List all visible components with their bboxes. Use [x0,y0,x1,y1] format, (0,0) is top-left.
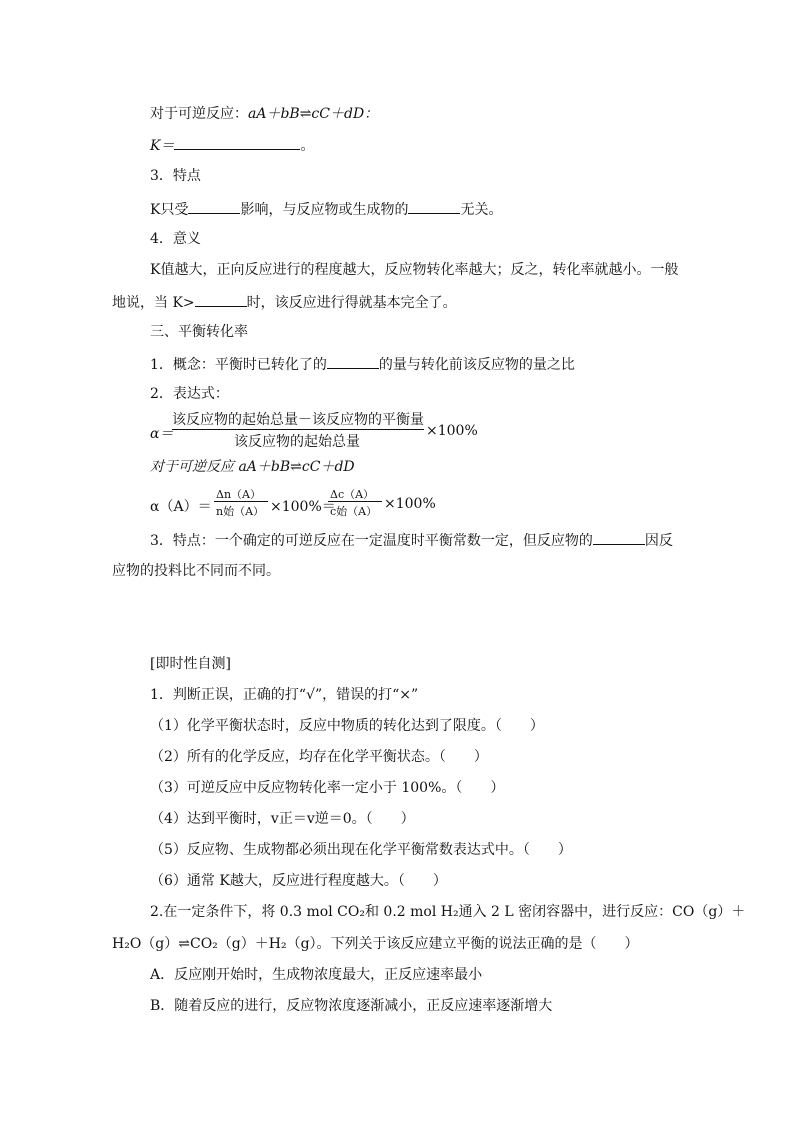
option-b: B．随着反应的进行，反应物浓度逐渐减小，正反应速率逐渐增大 [150,998,553,1014]
k-end: 。 [300,138,315,154]
fill-blank [408,200,460,214]
conversion-concept [150,355,575,373]
quiz-heading: [即时性自测] [150,656,231,672]
question-1-item: （3）可逆反应中反应物转化率一定小于 100%。（ ） [150,780,505,796]
fraction-bar [328,501,382,502]
reaction-equation: aA＋bB⇌cC＋dD： [248,106,379,122]
features-line [150,200,502,218]
features-end: 无关。 [460,202,503,218]
conversion-feature-line-1 [150,531,673,549]
question-1-item: （1）化学平衡状态时，反应中物质的转化达到了限度。（ ） [150,718,544,734]
fraction-bar [214,501,268,502]
fill-blank [327,355,379,369]
c-start-denominator: c始（A） [330,505,378,518]
n-start-denominator: n始（A） [216,505,265,518]
feature-start: 3．特点：一个确定的可逆反应在一定温度时平衡常数一定，但反应物的 [150,533,593,549]
fill-blank [174,136,300,150]
question-1-item: （6）通常 K越大，反应进行程度越大。（ ） [150,873,447,889]
feature-end: 因反 [644,533,673,549]
times-100-equals: ×100%＝ [270,499,336,515]
fill-blank [593,531,645,545]
option-a: A．反应刚开始时，生成物浓度最大，正反应速率最小 [150,967,483,983]
meaning-end: 时，该反应进行得就基本完全了。 [246,295,457,311]
features-heading: 3．特点 [150,168,201,184]
concept-start: 1．概念：平衡时已转化了的 [150,357,327,373]
features-mid: 影响，与反应物或生成物的 [240,202,409,218]
fill-blank [195,293,247,307]
delta-n-numerator: Δn（A） [216,488,261,501]
times-100-end: ×100% [384,496,436,512]
delta-c-numerator: Δc（A） [330,488,375,501]
question-1-item: （2）所有的化学反应，均存在化学平衡状态。（ ） [150,749,488,765]
formula-numerator: 该反应物的起始总量－该反应物的平衡量 [172,412,424,428]
meaning-line-2 [112,293,457,311]
expression-heading: 2．表达式： [150,386,229,402]
question-1-title: 1．判断正误，正确的打“√”，错误的打“×” [150,687,419,703]
question-1-item: （5）反应物、生成物都必须出现在化学平衡常数表达式中。（ ） [150,842,572,858]
formula-denominator: 该反应物的起始总量 [234,434,360,450]
question-1-item: （4）达到平衡时，v正＝v逆＝0。（ ） [150,811,415,827]
conversion-heading: 三、平衡转化率 [150,324,248,340]
k-expression-line [150,136,314,154]
conversion-feature-line-2: 应物的投料比不同而不同。 [112,563,280,579]
reaction-line: 对于可逆反应 aA＋bB⇌cC＋dD [150,459,355,475]
alpha-equals: α＝ [150,426,174,442]
meaning-line-1: K值越大，正向反应进行的程度越大，反应物转化率越大；反之，转化率就越小。一般 [150,262,679,278]
question-2-line-2: H₂O（g）⇌CO₂（g）＋H₂（g）。下列关于该反应建立平衡的说法正确的是（ ） [112,936,639,952]
fraction-bar [172,429,424,430]
reaction-intro [150,106,378,122]
concept-end: 的量与转化前该反应物的量之比 [378,357,575,373]
question-2-line-1: 2.在一定条件下，将 0.3 mol CO₂和 0.2 mol H₂通入 2 L 密闭容器中，进行反应：CO（g）＋ [150,904,746,920]
meaning-start: 地说，当 K> [112,295,195,311]
meaning-heading: 4．意义 [150,231,201,247]
k-label: K＝ [150,138,175,154]
features-start: K只受 [150,202,189,218]
fill-blank [188,200,240,214]
reaction-prefix: 对于可逆反应： [150,106,248,122]
alpha-a-equals: α（A）＝ [150,499,212,515]
times-100-percent: ×100% [426,423,478,439]
